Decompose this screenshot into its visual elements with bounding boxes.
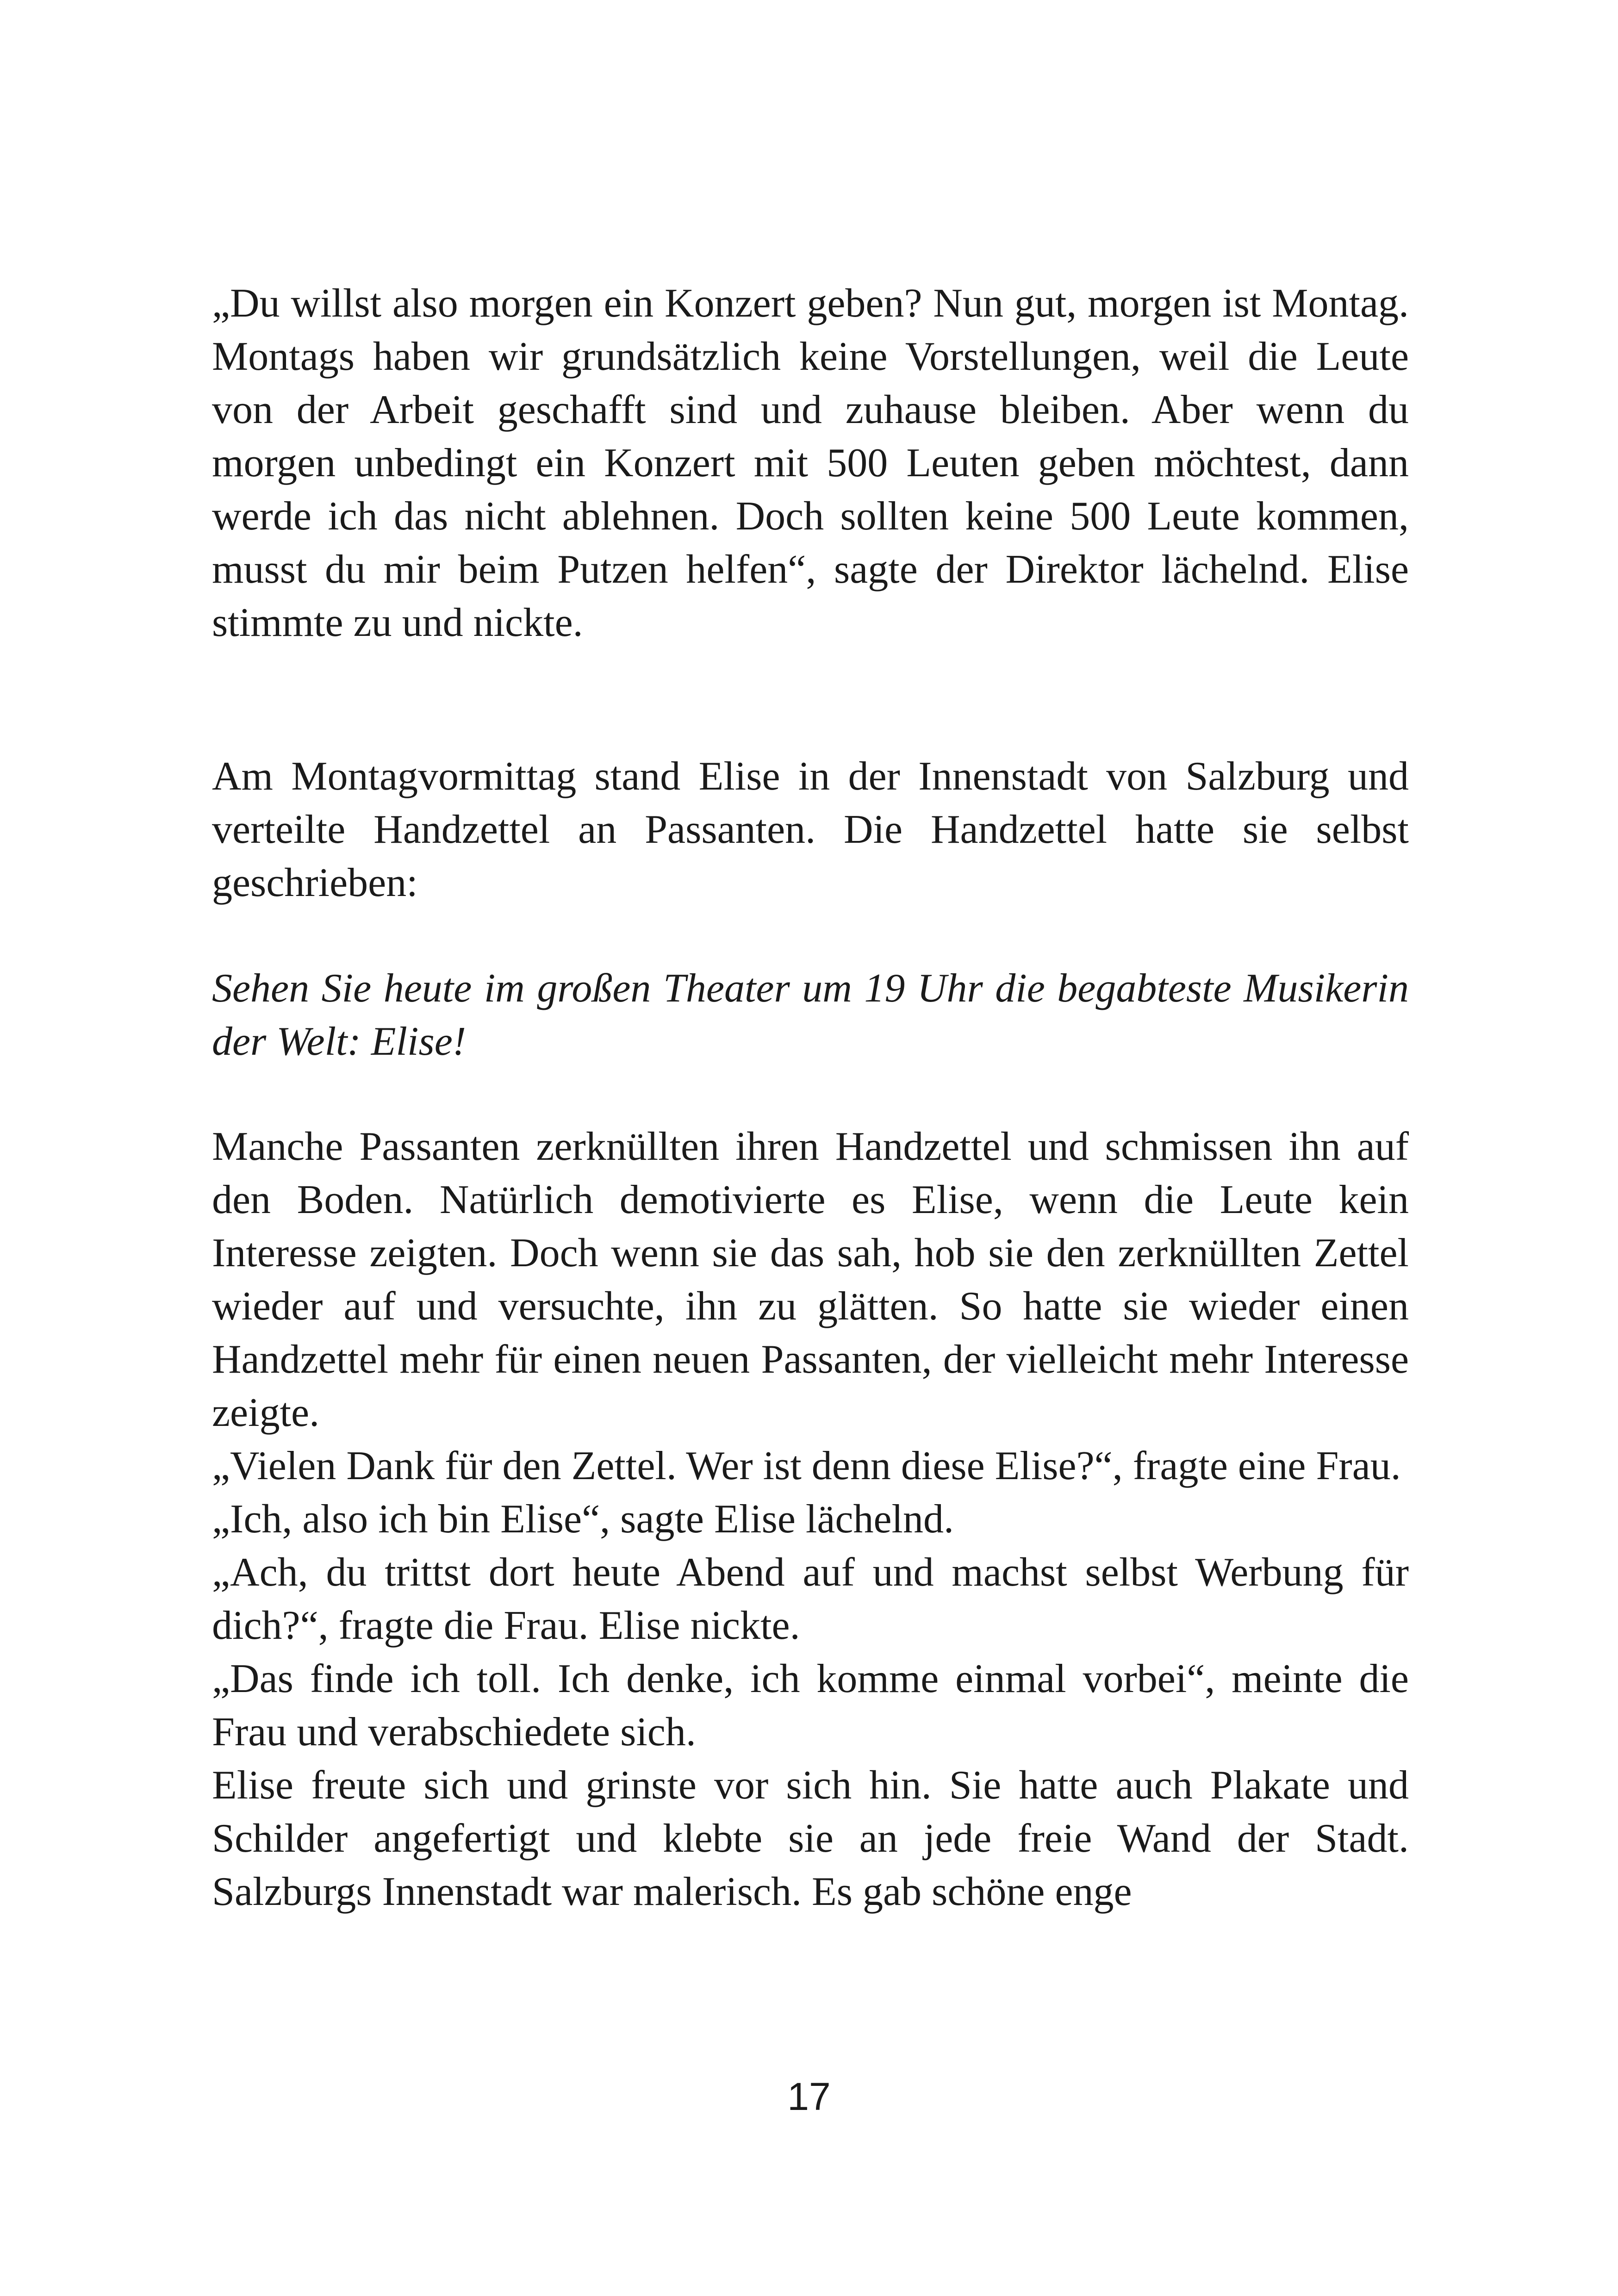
dialogue-line: „Ach, du trittst dort heute Abend auf und machst selbst Werbung für dich?“, fragte die Frau. Elise nickte. [212,1550,1409,1648]
paragraph-text: Manche Passanten zerknüllten ihren Handzettel und schmissen ihn auf den Boden. Natürlich demotivierte es Elise, wenn die Leute kein Interesse zeigten. Doch wenn sie das sah, hob sie den zerknüllten Zettel wieder auf und versuchte, ihn zu glätten. So hatte sie wieder einen Handzettel mehr für einen neuen Passanten, der vielleicht mehr Interesse zeigte. [212,1124,1409,1435]
paragraph-text: Elise freute sich und grinste vor sich hin. Sie hatte auch Plakate und Schilder angefertigt und klebte sie an jede freie Wand der Stadt. Salzburgs Innenstadt war malerisch. Es gab schöne enge [212,1763,1409,1914]
paragraph-text: Am Montagvormittag stand Elise in der Innenstadt von Salzburg und verteilte Handzettel an Passanten. Die Handzettel hatte sie selbst geschrieben: [212,754,1409,905]
paragraph-flyer-quote [212,962,1409,1068]
dialogue-line: „Das finde ich toll. Ich denke, ich komme einmal vorbei“, meinte die Frau und verabschiedete sich. [212,1656,1409,1755]
dialogue-line: „Vielen Dank für den Zettel. Wer ist denn diese Elise?“, fragte eine Frau. [212,1444,1401,1488]
flyer-quote-text: Sehen Sie heute im großen Theater um 19 Uhr die begabteste Musikerin der Welt: Elise! [212,966,1409,1064]
paragraph-text: „Du willst also morgen ein Konzert geben? Nun gut, morgen ist Montag. Montags haben wir grundsätzlich keine Vorstellungen, weil die Leute von der Arbeit geschafft sind und zuhause bleiben. Aber wenn du morgen unbedingt ein Konzert mit 500 Leuten geben möchtest, dann werde ich das nicht ablehnen. Doch sollten keine 500 Leute kommen, musst du mir beim Putzen helfen“, sagte der Direktor lächelnd. Elise stimmte zu und nickte. [212,281,1409,645]
dialogue-line: „Ich, also ich bin Elise“, sagte Elise lächelnd. [212,1497,954,1542]
paragraph-passers-by [212,1120,1409,1918]
paragraph-flyers [212,750,1409,909]
page-number: 17 [787,2075,831,2118]
paragraph-director-concert [212,277,1409,649]
